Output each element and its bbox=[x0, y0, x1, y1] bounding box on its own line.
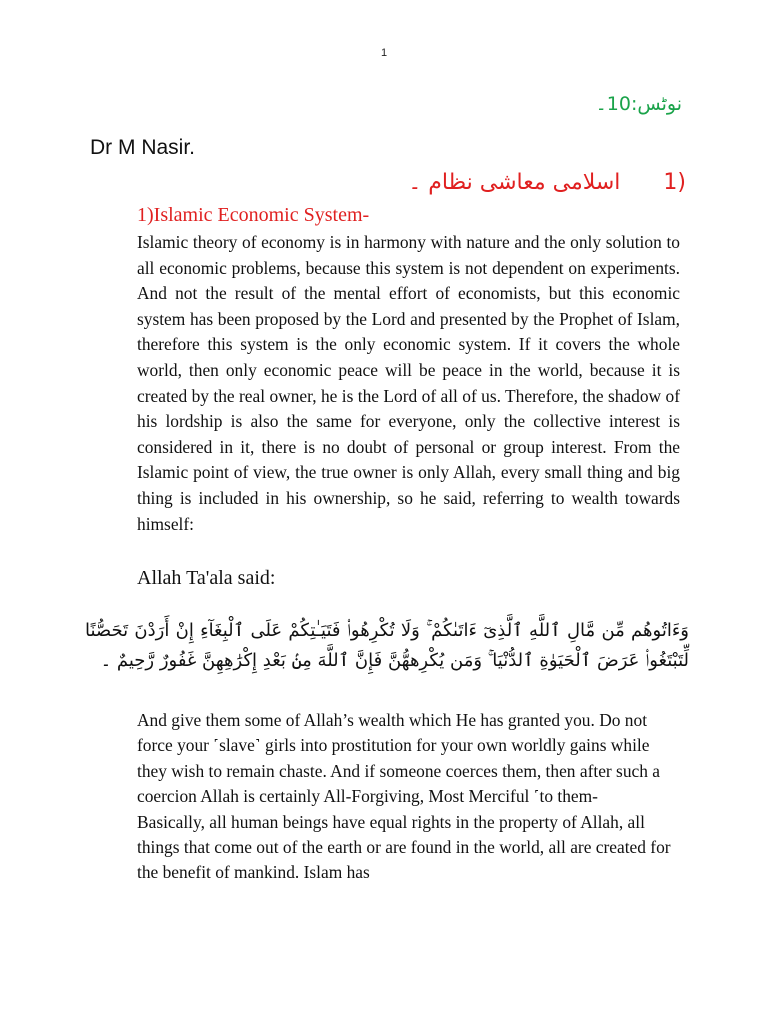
english-heading: 1)Islamic Economic System- bbox=[137, 204, 370, 226]
urdu-heading-text: اسلامی معاشی نظام ۔ bbox=[408, 170, 621, 195]
allah-said-label: Allah Ta'ala said: bbox=[137, 567, 276, 589]
urdu-heading-number: (1 bbox=[663, 170, 686, 195]
page-number: 1 bbox=[380, 47, 388, 59]
notes-label: نوٹس:10۔ bbox=[595, 93, 682, 115]
arabic-verse: وَءَاتُوهُم مِّن مَّالِ ٱللَّهِ ٱلَّذِىٓ ءَاتَىٰكُمْ ۚ وَلَا تُكْرِهُوا۟ فَتَيَـٰتِكُمْ عَلَى ٱلْبِغَآءِ إِنْ أَرَدْنَ تَحَصُّنًا لِّتَبْتَغُوا۟ عَرَضَ ٱلْحَيَوٰةِ ٱلدُّنْيَا ۚ وَمَن يُكْرِههُّنَّ فَإِنَّ ٱللَّهَ مِنۢ بَعْدِ إِكْرَٰهِهِنَّ غَفُورٌ رَّحِيمٌ ۔ bbox=[85, 620, 689, 671]
translation-block bbox=[137, 708, 680, 886]
body-paragraph-3: Basically, all human beings have equal rights in the property of Allah, all things that come out of the earth or are found in the world, all are created for the benefit of mankind. Islam has bbox=[137, 811, 671, 883]
author-name: Dr M Nasir. bbox=[90, 136, 195, 159]
body-paragraph-1: Islamic theory of economy is in harmony with nature and the only solution to all economic problems, because this system is not dependent on experiments. And not the result of the mental effort of economists, but this economic system has been proposed by the Lord and presented by the Prophet of Islam, therefore this system is the only economic system. If it covers the whole world, then only economic peace will be peace in the world, because it is created by the real owner, he is the Lord of all of us. Therefore, the shadow of his lordship is also the same for everyone, only the collective interest is considered in it, there is no doubt of personal or group interest. From the Islamic point of view, the true owner is only Allah, every small thing and big thing is included in his ownership, so he said, referring to wealth towards himself: bbox=[137, 232, 680, 534]
body-paragraph-2: And give them some of Allah’s wealth which He has granted you. Do not force your ˹slave˺ girls into prostitution for your own worldly gains while they wish to remain chaste. And if someone coerces them, then after such a coercion Allah is certainly All-Forgiving, Most Merciful ˹to them- bbox=[137, 710, 660, 807]
urdu-heading bbox=[408, 170, 686, 195]
